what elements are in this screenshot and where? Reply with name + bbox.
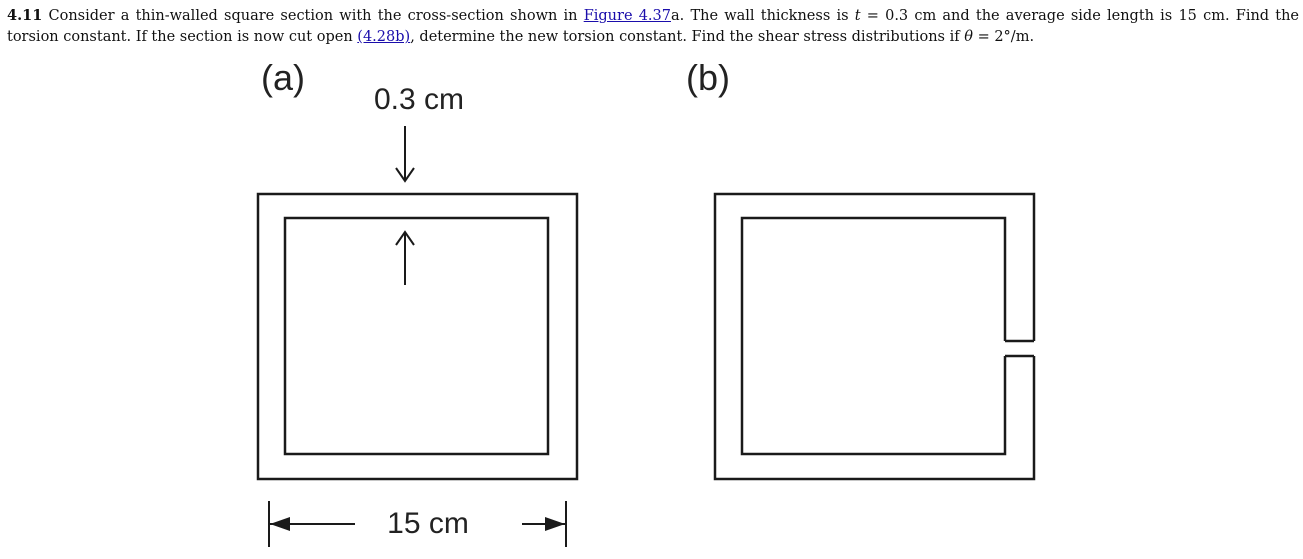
variable-t: t (854, 8, 861, 24)
cut-section-inner-wall-b (742, 218, 1005, 454)
figure-b-link[interactable]: (4.28b) (357, 29, 411, 45)
outer-square-a (258, 194, 577, 479)
down-arrow-icon (396, 126, 414, 181)
problem-text-3: = 0.3 cm and the average side length is 15 cm. Find the torsion constant. If the section is now cut open (7, 8, 1300, 45)
problem-text-2: a. The wall thickness is (671, 8, 855, 24)
thickness-label: 0.3 cm (373, 83, 465, 116)
figure-b-label: (b) (686, 57, 730, 98)
problem-text-1: Consider a thin-walled square section with the cross-section shown in (42, 8, 584, 24)
cut-section-outer-wall-b (715, 194, 1034, 479)
figure-a-label: (a) (261, 57, 305, 98)
problem-text-4: , determine the new torsion constant. Find the shear stress distributions if (410, 29, 965, 45)
problem-text-5: = 2°/m. (972, 29, 1035, 45)
variable-theta: θ (964, 29, 973, 45)
figure-link[interactable]: Figure 4.37 (583, 8, 671, 24)
problem-number: 4.11 (7, 7, 43, 24)
up-arrow-icon (396, 232, 414, 285)
side-length-label: 15 cm (387, 507, 469, 540)
inner-square-a (285, 218, 548, 454)
